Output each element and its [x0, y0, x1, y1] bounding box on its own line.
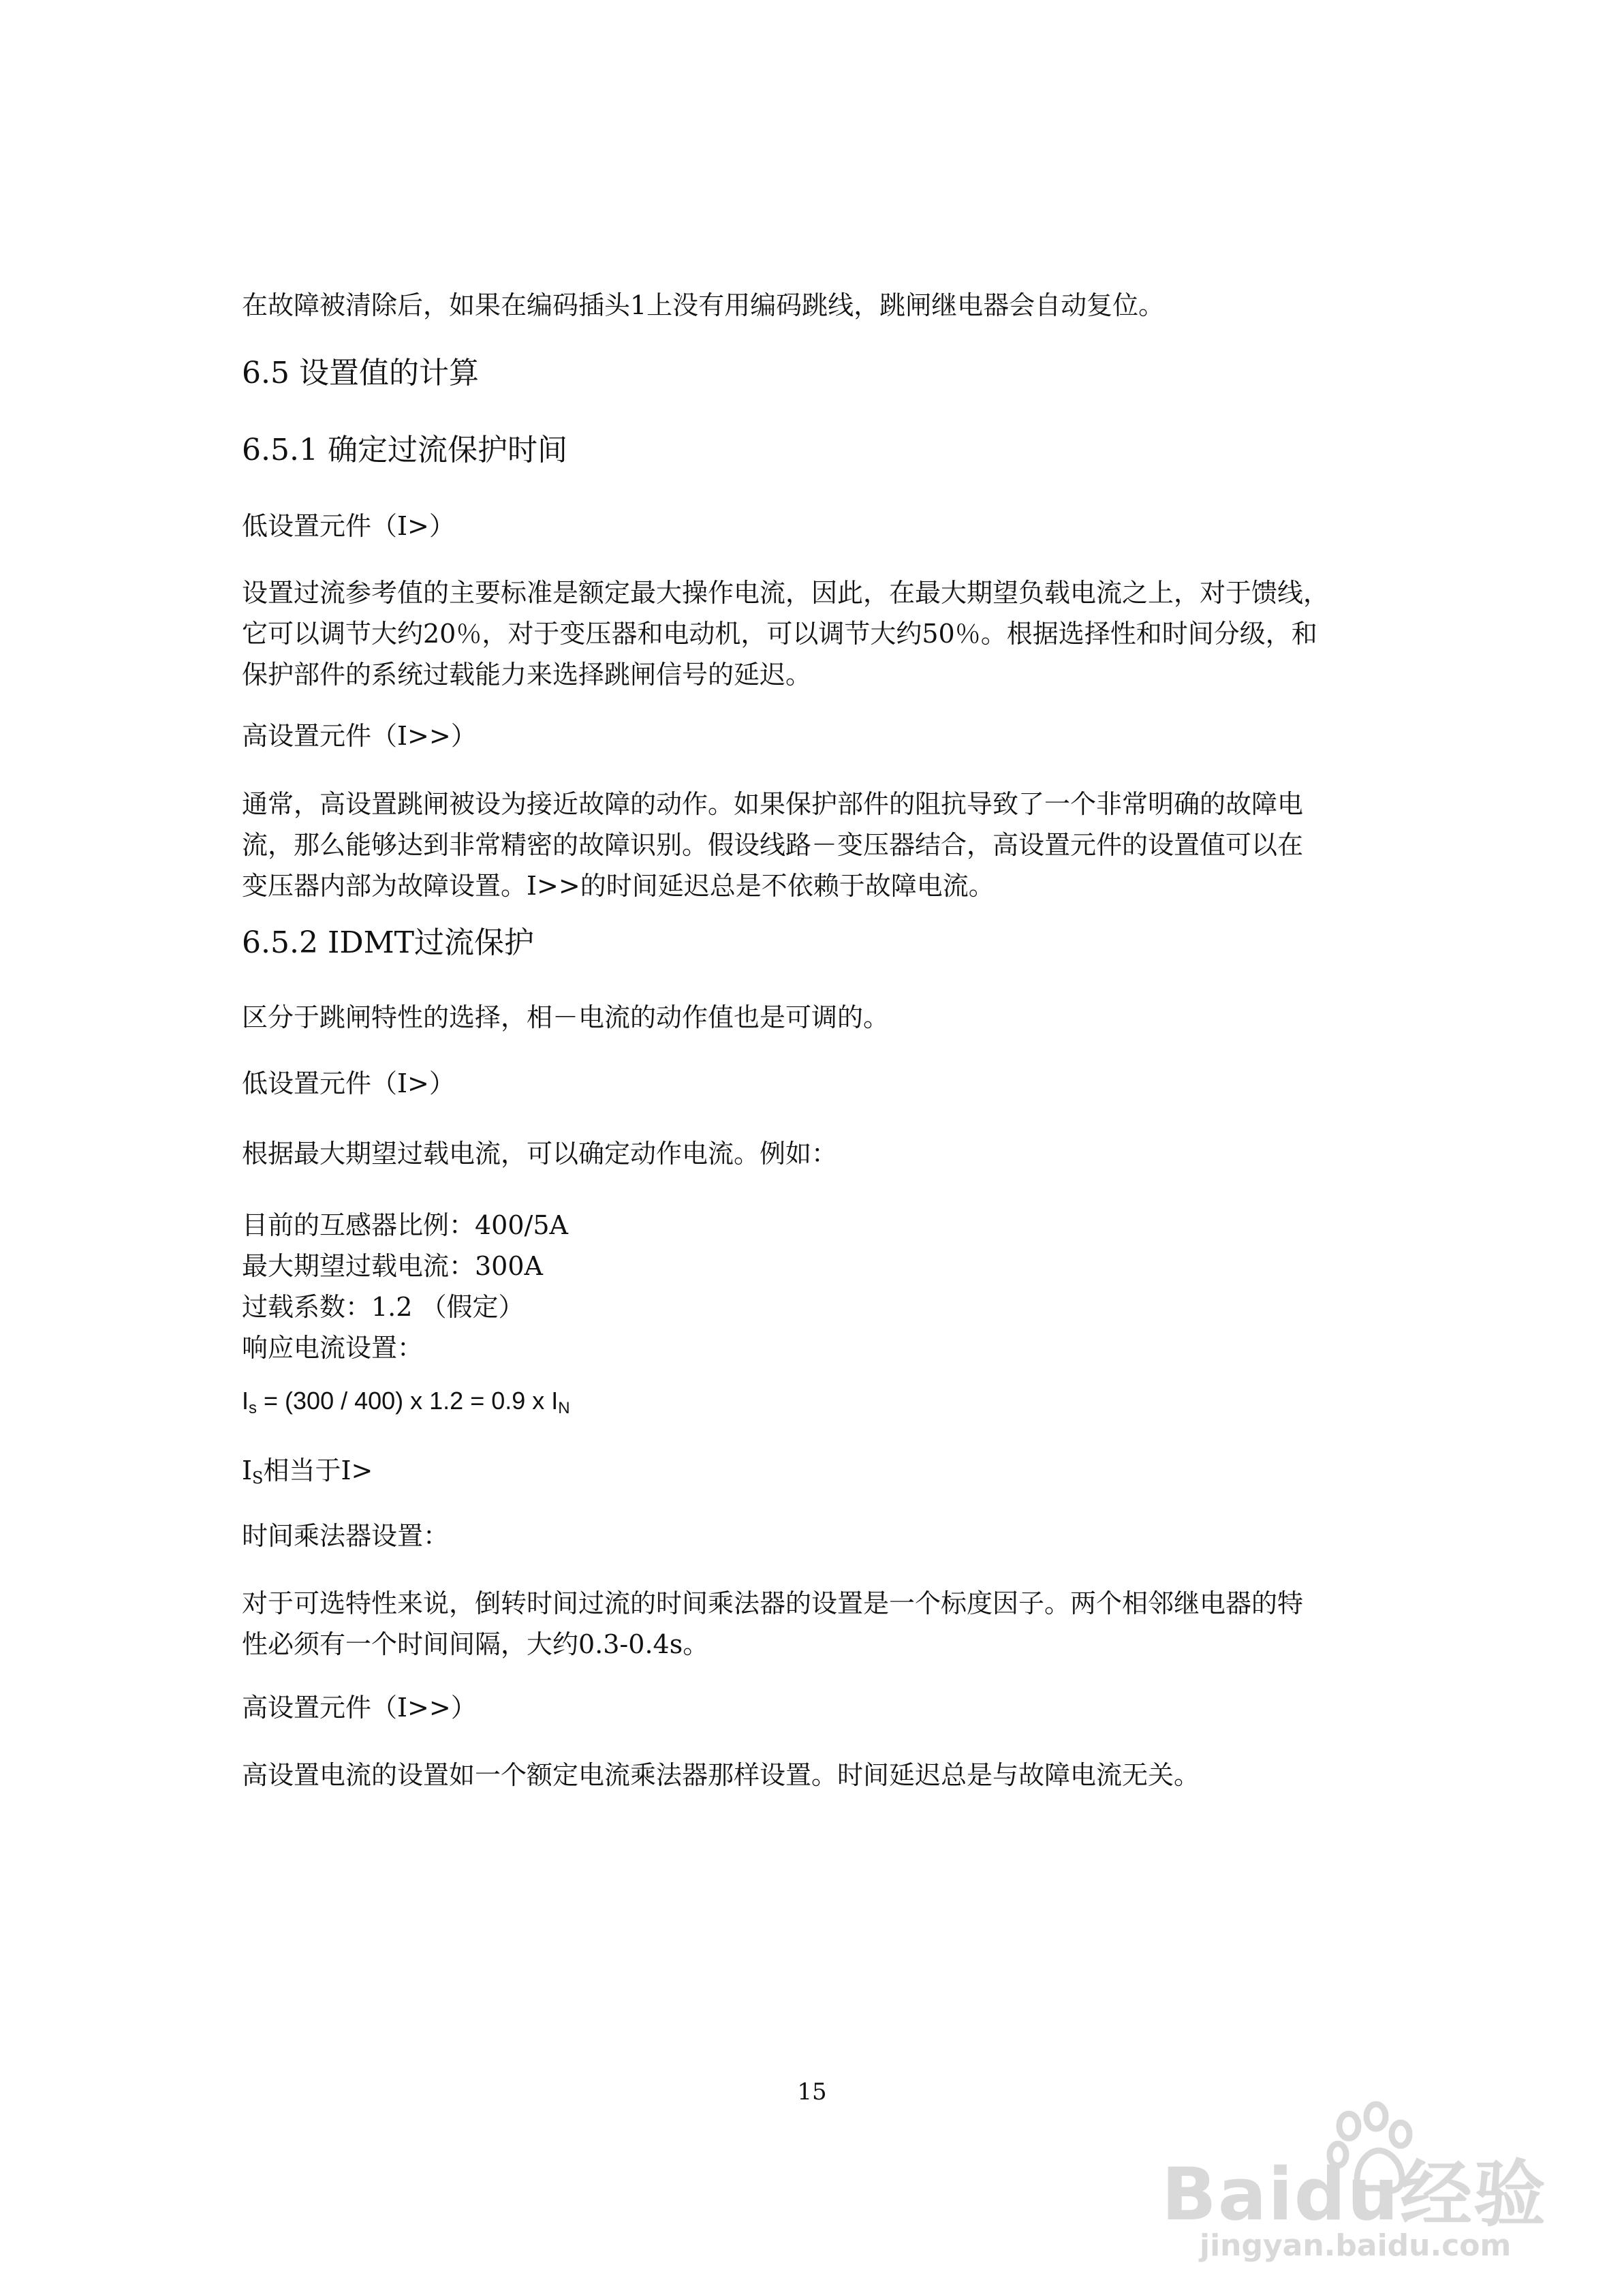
example-block [242, 1205, 1393, 1368]
paragraph-time-multiplier [242, 1583, 1393, 1665]
label-high-set-element-2: 高设置元件（I>>） [242, 1693, 477, 1723]
paragraph-line: 它可以调节大约20％，对于变压器和电动机，可以调节大约50％。根据选择性和时间分级，和 [242, 619, 1317, 649]
equivalence-subscript: S [252, 1468, 264, 1488]
paragraph-line: 变压器内部为故障设置。I>>的时间延迟总是不依赖于故障电流。 [242, 871, 995, 901]
equivalence-line [242, 1450, 373, 1491]
label-low-set-element: 低设置元件（I>） [242, 511, 455, 541]
watermark-url: jingyan.baidu.com [1200, 2228, 1512, 2263]
formula-is [242, 1381, 570, 1421]
heading-6-5: 6.5 设置值的计算 [242, 356, 479, 390]
baidu-watermark [1161, 2099, 1584, 2276]
paragraph-line: 设置过流参考值的主要标准是额定最大操作电流，因此，在最大期望负载电流之上，对于馈线， [242, 578, 1330, 608]
formula-in-subscript: N [558, 1399, 570, 1417]
page-number: 15 [797, 2078, 827, 2106]
label-low-set-element-2: 低设置元件（I>） [242, 1068, 455, 1098]
paragraph-line: 流，那么能够达到非常精密的故障识别。假设线路－变压器结合，高设置元件的设置值可以在 [242, 830, 1304, 860]
example-line: 响应电流设置： [242, 1333, 424, 1363]
formula-is-subscript: s [249, 1399, 257, 1417]
paragraph-determine: 根据最大期望过载电流，可以确定动作电流。例如： [242, 1139, 838, 1169]
equivalence-text: 相当于I> [263, 1455, 373, 1485]
formula-body: = (300 / 400) x 1.2 = 0.9 x I [257, 1387, 559, 1415]
formula-is-symbol: I [242, 1387, 249, 1415]
paragraph-high-current: 高设置电流的设置如一个额定电流乘法器那样设置。时间延迟总是与故障电流无关。 [242, 1760, 1200, 1790]
paragraph-fault-cleared: 在故障被清除后，如果在编码插头1上没有用编码跳线，跳闸继电器会自动复位。 [242, 290, 1165, 320]
watermark-brand: Baidu经验 [1161, 2153, 1547, 2236]
example-line: 过载系数：1.2 （假定） [242, 1292, 525, 1322]
paragraph-high-set [242, 784, 1393, 906]
paragraph-distinct: 区分于跳闸特性的选择，相－电流的动作值也是可调的。 [242, 1002, 890, 1032]
heading-6-5-2: 6.5.2 IDMT过流保护 [242, 925, 534, 960]
label-time-multiplier: 时间乘法器设置： [242, 1521, 450, 1551]
label-high-set-element: 高设置元件（I>>） [242, 721, 477, 751]
example-line: 目前的互感器比例：400/5A [242, 1210, 568, 1240]
example-line: 最大期望过载电流：300A [242, 1251, 543, 1281]
paragraph-line: 通常，高设置跳闸被设为接近故障的动作。如果保护部件的阻抗导致了一个非常明确的故障电 [242, 789, 1304, 819]
paragraph-line: 保护部件的系统过载能力来选择跳闸信号的延迟。 [242, 660, 812, 690]
paragraph-low-set [242, 572, 1393, 695]
heading-6-5-1: 6.5.1 确定过流保护时间 [242, 433, 567, 467]
equivalence-symbol: I [242, 1455, 253, 1485]
paragraph-line: 对于可选特性来说，倒转时间过流的时间乘法器的设置是一个标度因子。两个相邻继电器的特 [242, 1588, 1304, 1618]
paragraph-line: 性必须有一个时间间隔，大约0.3-0.4s。 [242, 1629, 709, 1659]
